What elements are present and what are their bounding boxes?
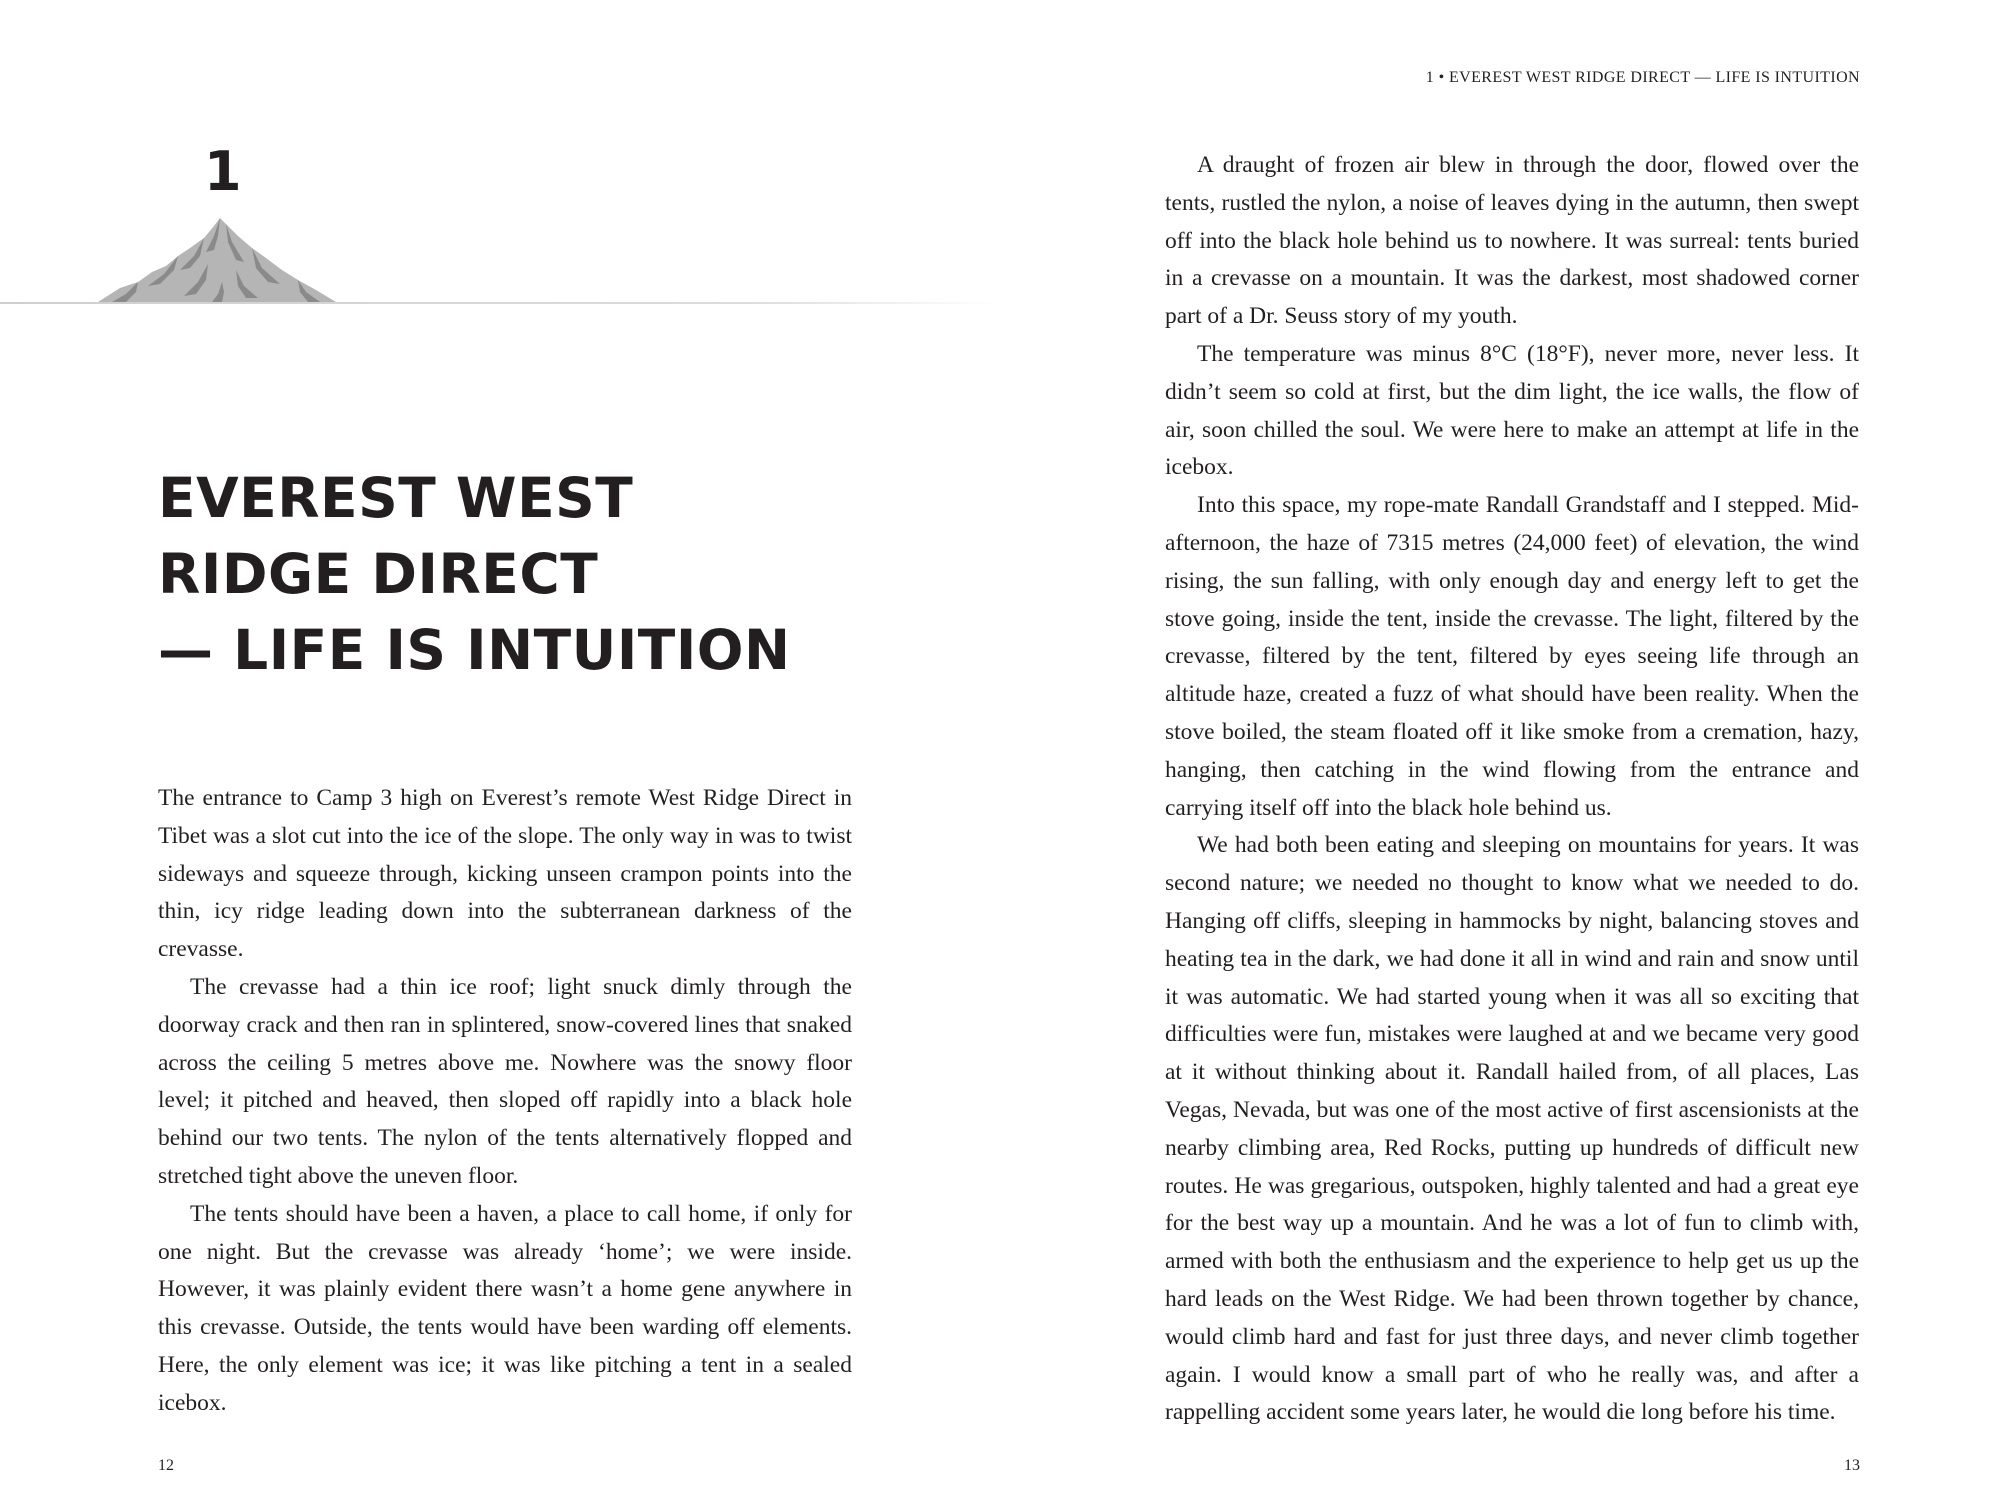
left-body-text bbox=[158, 780, 852, 1423]
page-number: 13 bbox=[1844, 1457, 1860, 1474]
right-body-text bbox=[1165, 147, 1859, 1432]
right-page bbox=[999, 0, 1999, 1500]
mountain-peak-icon bbox=[0, 212, 999, 308]
left-page bbox=[0, 0, 999, 1500]
paragraph: A draught of frozen air blew in through the door, flowed over the tents, rustled the nylon, a noise of leaves dying in the autumn, then swept off into the black hole behind us to nowhere. It was surreal: tents buried in a crevasse on a mountain. It was the darkest, most shadowed corner part of a Dr. Seuss story of my youth. bbox=[1165, 152, 1859, 330]
chapter-title-line: — LIFE IS INTUITION bbox=[158, 618, 791, 682]
paragraph: The temperature was minus 8°C (18°F), never more, never less. It didn’t seem so cold at first, but the dim light, the ice walls, the flow of air, soon chilled the soul. We were here to make an attempt at life in the icebox. bbox=[1165, 340, 1859, 481]
paragraph: The crevasse had a thin ice roof; light snuck dimly through the doorway crack and then ran in splintered, snow-covered lines that snaked across the ceiling 5 metres above me. Nowhere was the snowy floor level; it pitched and heaved, then sloped off rapidly into a black hole behind our two tents. The nylon of the tents alternatively flopped and stretched tight above the uneven floor. bbox=[158, 973, 852, 1189]
page-number: 12 bbox=[158, 1457, 174, 1474]
chapter-title-line: EVEREST WEST bbox=[158, 466, 634, 530]
paragraph: The entrance to Camp 3 high on Everest’s remote West Ridge Direct in Tibet was a slot cut into the ice of the slope. The only way in was to twist sideways and squeeze through, kicking unseen crampon points into the thin, icy ridge leading down into the subterranean darkness of the crevasse. bbox=[158, 785, 852, 963]
paragraph: We had both been eating and sleeping on mountains for years. It was second nature; we needed no thought to know what we needed to do. Hanging off cliffs, sleeping in hammocks by night, balancing stoves and heating tea in the dark, we had done it all in wind and rain and snow until it was automatic. We had started young when it was all so exciting that difficulties were fun, mistakes were laughed at and we became very good at it without thinking about it. Randall hailed from, of all places, Las Vegas, Nevada, but was one of the most active of first ascensionists at the nearby climbing area, Red Rocks, putting up hundreds of difficult new routes. He was gregarious, outspoken, highly talented and had a great eye for the best way up a mountain. And he was a lot of fun to climb with, armed with both the enthusiasm and the experience to help get us up the hard leads on the West Ridge. We had been thrown together by chance, would climb hard and fast for just three days, and never climb together again. I would know a small part of who he really was, and after a rappelling accident some years later, he would die long before his time. bbox=[1165, 832, 1859, 1426]
chapter-number: 1 bbox=[204, 140, 242, 203]
running-head: 1 • EVEREST WEST RIDGE DIRECT — LIFE IS INTUITION bbox=[1425, 69, 1860, 86]
paragraph: The tents should have been a haven, a place to call home, if only for one night. But the crevasse was already ‘home’; we were inside. However, it was plainly evident there wasn’t a home gene anywhere in this crevasse. Outside, the tents would have been warding off elements. Here, the only element was ice; it was like pitching a tent in a sealed icebox. bbox=[158, 1200, 852, 1416]
chapter-title bbox=[158, 460, 918, 688]
chapter-title-line: RIDGE DIRECT bbox=[158, 542, 599, 606]
paragraph: Into this space, my rope-mate Randall Grandstaff and I stepped. Mid-afternoon, the haze of 7315 metres (24,000 feet) of elevation, the wind rising, the sun falling, with only enough day and energy left to get the stove going, inside the tent, inside the crevasse. The light, filtered by the crevasse, filtered by the tent, filtered by eyes seeing life through an altitude haze, created a fuzz of what should have been reality. When the stove boiled, the steam floated off it like smoke from a cremation, hazy, hanging, then catching in the wind flowing from the entrance and carrying itself off into the black hole behind us. bbox=[1165, 492, 1859, 821]
